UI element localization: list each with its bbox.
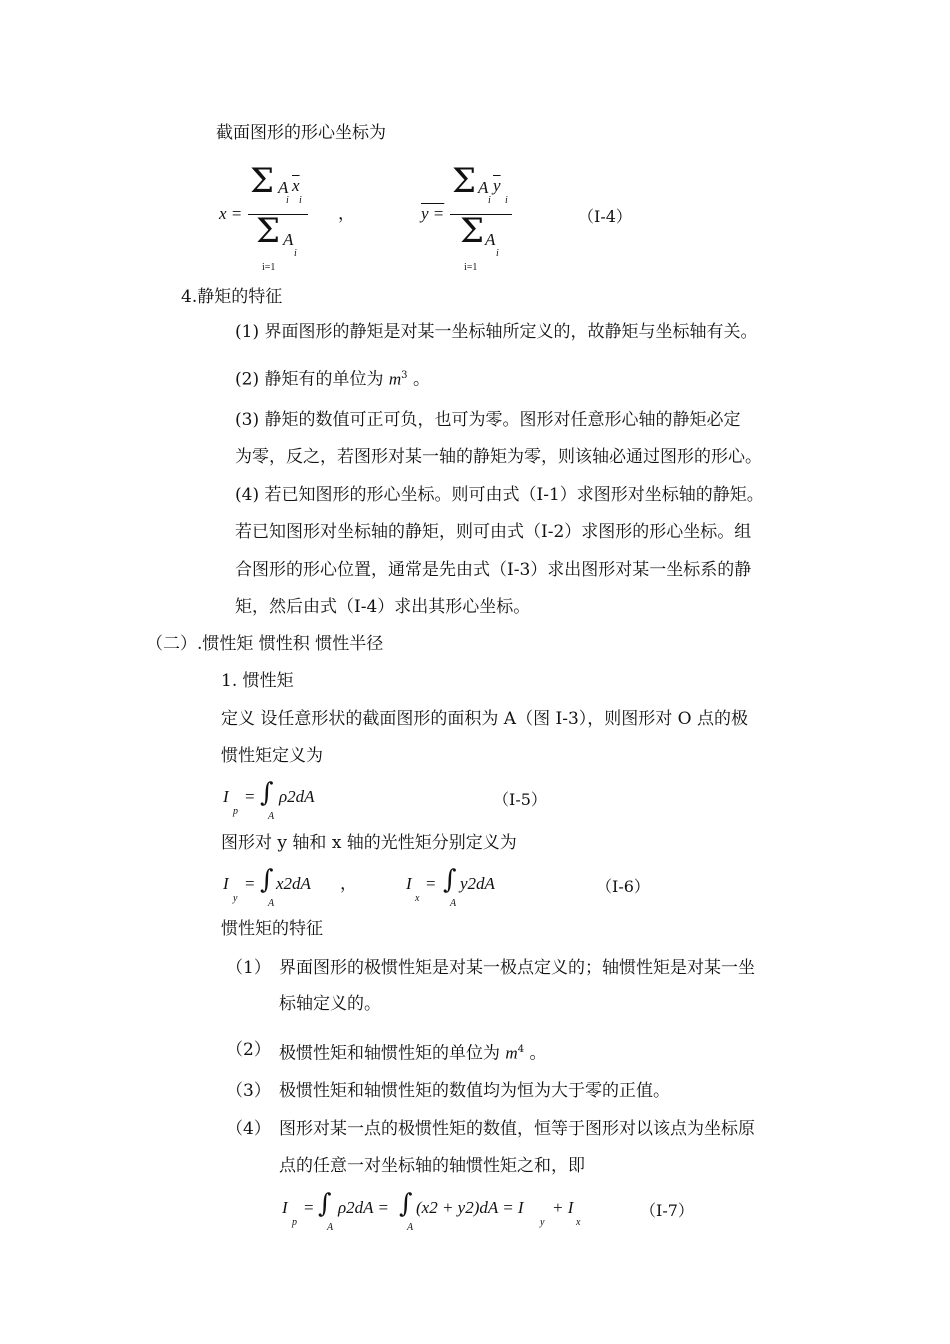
feature-1-line-1: 界面图形的极惯性矩是对某一极点定义的；轴惯性矩是对某一坐: [279, 958, 755, 978]
integral-symbol: ∫: [260, 778, 274, 808]
eq-den-A: A: [283, 230, 294, 249]
feature-1-number: （1）: [226, 958, 271, 978]
feature-3-text: 极惯性矩和轴惯性矩的数值均为恒为大于零的正值。: [279, 1081, 670, 1101]
eq-I: I: [282, 1198, 288, 1217]
sigma-symbol: Σ: [256, 211, 281, 251]
sub-A: A: [327, 1222, 334, 1233]
sub-x: x: [576, 1217, 581, 1228]
eq-den-A: A: [485, 230, 496, 249]
feature-2-end: 。: [529, 1043, 547, 1064]
subsection-1-title: 1. 惯性矩: [221, 671, 294, 691]
sub-x: x: [415, 893, 420, 904]
definition-line-1: 定义 设任意形状的截面图形的面积为 A（图 I-3），则图形对 O 点的极: [221, 709, 749, 729]
sub-i: i: [299, 195, 302, 206]
definition-line-2: 惯性矩定义为: [221, 746, 323, 766]
sub-i: i: [496, 248, 499, 259]
eq-body: ρ2dA: [279, 787, 315, 806]
paragraph-4-line-4: 矩，然后由式（I-4）求出其形心坐标。: [235, 597, 531, 617]
eq-num-ybar: $\overline{y}$: [493, 176, 501, 195]
sub-y: y: [233, 893, 238, 904]
sigma-symbol: Σ: [460, 211, 485, 251]
eq-lhs-y: y =: [421, 204, 445, 223]
sigma-symbol: Σ: [452, 161, 477, 201]
features-title: 惯性矩的特征: [221, 919, 323, 939]
feature-2-body: 极惯性矩和轴惯性矩的单位为: [279, 1043, 500, 1064]
intro-text: 截面图形的形心坐标为: [216, 123, 386, 143]
integral-symbol: ∫: [318, 1189, 332, 1219]
eq-lhs-x: x =: [219, 204, 243, 223]
integral-symbol: ∫: [443, 865, 457, 895]
eq-comma: ，: [338, 204, 355, 224]
sub-A: A: [268, 811, 275, 822]
sub-i: i: [294, 248, 297, 259]
eq-plus-I: + I: [552, 1198, 574, 1217]
unit-m: m: [505, 1043, 518, 1063]
eq-I: I: [223, 874, 229, 893]
sub-i: i: [488, 195, 491, 206]
feature-4-line-1: 图形对某一点的极惯性矩的数值，恒等于图形对以该点为坐标原: [279, 1119, 755, 1139]
equation-number: （I-7）: [640, 1201, 694, 1220]
unit-exponent: 4: [517, 1044, 525, 1055]
sub-A: A: [450, 898, 457, 909]
paragraph-3-line-2: 为零，反之，若图形对某一轴的静矩为零，则该轴必通过图形的形心。: [235, 447, 762, 467]
feature-4-line-2: 点的任意一对坐标轴的轴惯性矩之和，即: [279, 1156, 585, 1176]
sub-i: i: [286, 195, 289, 206]
sub-A: A: [407, 1222, 414, 1233]
eq-body-y: x2dA: [276, 874, 311, 893]
paragraph-1: (1) 界面图形的静矩是对某一坐标轴所定义的，故静矩与坐标轴有关。: [235, 322, 758, 342]
sub-p: p: [233, 806, 238, 817]
eq-num-A: A: [478, 178, 489, 197]
heading-static-moment-features: 4.静矩的特征: [181, 287, 283, 307]
equation-number: （I-5）: [493, 790, 547, 809]
paragraph-2-end: 。: [412, 369, 430, 390]
equation-number: （I-6）: [596, 877, 650, 896]
paragraph-3-line-1: (3) 静矩的数值可正可负，也可为零。图形对任意形心轴的静矩必定: [235, 410, 741, 430]
eq-I: I: [406, 874, 412, 893]
integral-symbol: ∫: [260, 865, 274, 895]
lower-limit: i=1: [464, 262, 478, 273]
section-title-2: （二）.惯性矩 惯性积 惯性半径: [146, 634, 384, 654]
axis-definition-text: 图形对 y 轴和 x 轴的光性矩分别定义为: [221, 833, 517, 853]
sub-p: p: [292, 1217, 297, 1228]
eq-I: I: [223, 787, 229, 806]
feature-3-number: （3）: [226, 1081, 271, 1101]
eq-comma: ，: [340, 874, 357, 894]
sub-y: y: [540, 1217, 545, 1228]
eq-equals: =: [245, 787, 255, 806]
paragraph-4-line-1: (4) 若已知图形的形心坐标。则可由式（I-1）求图形对坐标轴的静矩。: [235, 485, 764, 505]
eq-equals: =: [426, 874, 436, 893]
eq-equals: =: [245, 874, 255, 893]
feature-2-number: （2）: [226, 1040, 271, 1060]
feature-1-line-2: 标轴定义的。: [279, 994, 381, 1014]
sigma-symbol: Σ: [250, 161, 275, 201]
paragraph-2: [235, 366, 430, 390]
paragraph-2-text: (2) 静矩有的单位为: [235, 369, 384, 390]
eq-part-2: (x2 + y2)dA = I: [416, 1198, 524, 1217]
eq-num-A: A: [278, 178, 289, 197]
unit-m: m: [388, 369, 402, 389]
integral-symbol: ∫: [399, 1189, 413, 1219]
unit-exponent: 3: [401, 370, 408, 381]
paragraph-4-line-2: 若已知图形对坐标轴的静矩，则可由式（I-2）求图形的形心坐标。组: [235, 522, 752, 542]
eq-equals: =: [304, 1198, 314, 1217]
equation-number: （I-4）: [578, 207, 632, 226]
sub-A: A: [268, 898, 275, 909]
lower-limit: i=1: [262, 262, 276, 273]
paragraph-4-line-3: 合图形的形心位置，通常是先由式（I-3）求出图形对某一坐标系的静: [235, 560, 752, 580]
feature-2-text: [279, 1040, 546, 1064]
sub-i: i: [505, 195, 508, 206]
eq-body-x: y2dA: [460, 874, 495, 893]
feature-4-number: （4）: [226, 1119, 271, 1139]
eq-part-1: ρ2dA =: [338, 1198, 389, 1217]
eq-num-xbar: $\overline{x}$: [292, 176, 300, 195]
